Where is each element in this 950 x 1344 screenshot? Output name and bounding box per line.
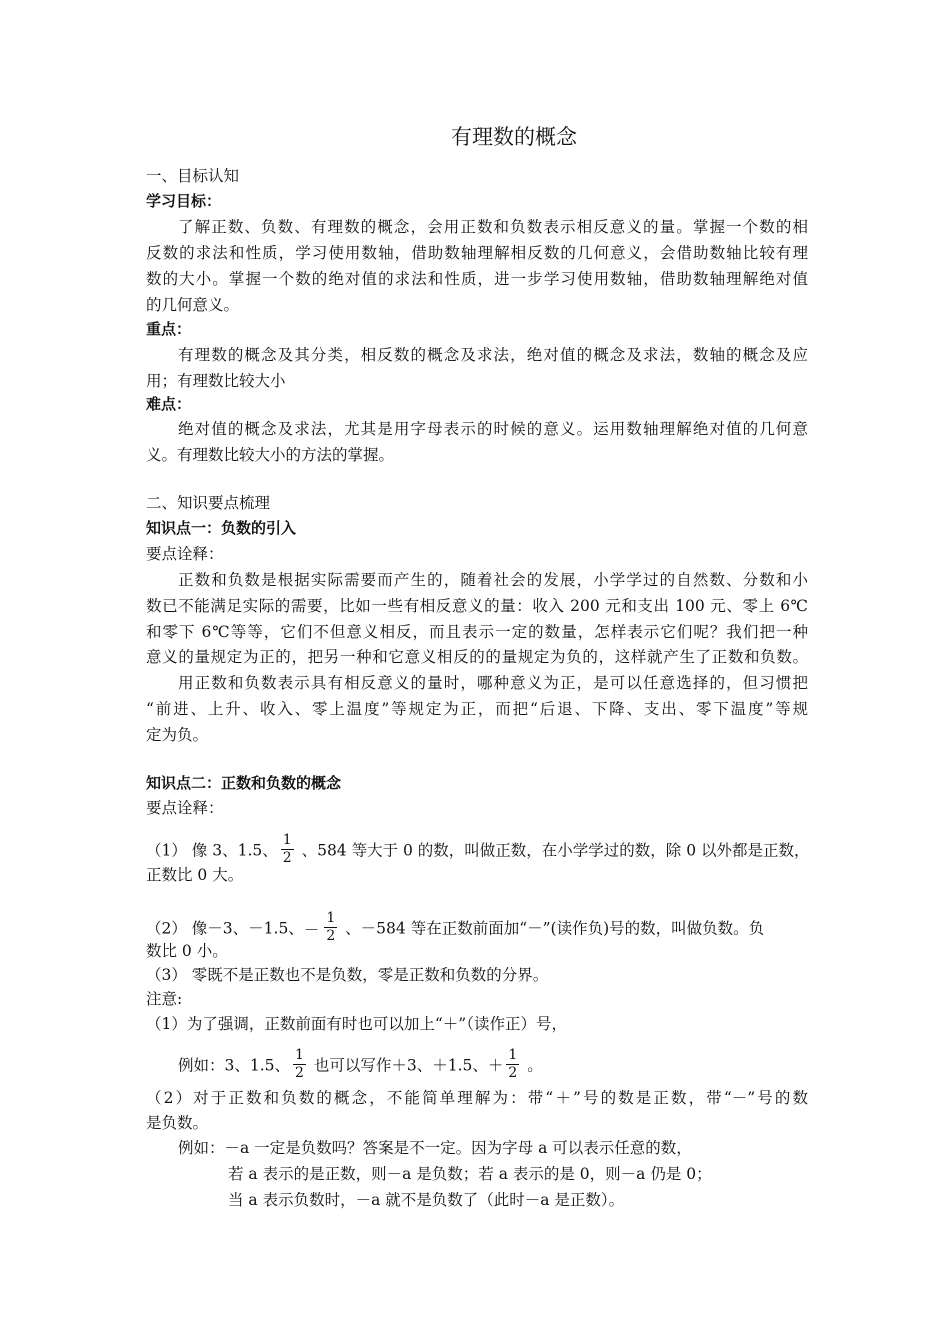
knowledge-point-1-title: 知识点一：负数的引入 — [146, 519, 297, 537]
fraction-one-half — [281, 832, 294, 867]
text-segment: 、－584 等在正数前面加“－”(读作负)号的数，叫做负数。负 — [340, 919, 765, 938]
paragraph-line: 数比 0 小。 — [146, 942, 228, 960]
goals-line: 了解正数、负数、有理数的概念，会用正数和负数表示相反意义的量。掌握一个数的相 — [178, 218, 808, 236]
note-label: 注意: — [146, 990, 183, 1008]
key-label: 重点： — [146, 320, 192, 338]
paragraph-line: 和零下 6℃等等，它们不但意义相反，而且表示一定的数量，怎样表示它们呢？我们把一种 — [146, 623, 808, 641]
goals-line: 反数的求法和性质，学习使用数轴，借助数轴理解相反数的几何意义，会借助数轴比较有理 — [146, 244, 808, 262]
note-2-line: 是负数。 — [146, 1114, 209, 1132]
note-2-line: （2）对于正数和负数的概念，不能简单理解为：带“＋”号的数是正数，带“－”号的数 — [146, 1089, 808, 1107]
difficulty-line: 义。有理数比较大小的方法的掌握。 — [146, 446, 395, 464]
text-segment: 。 — [522, 1056, 543, 1075]
paragraph-line: 用正数和负数表示具有相反意义的量时，哪种意义为正，是可以任意选择的，但习惯把 — [178, 674, 808, 692]
paragraph-line: 定为负。 — [146, 726, 209, 744]
paragraph-line: 数已不能满足实际的需要，比如一些有相反意义的量：收入 200 元和支出 100 元、零上 6℃ — [146, 597, 808, 615]
fraction-one-half — [506, 1047, 519, 1082]
fraction-denominator: 2 — [508, 1065, 518, 1081]
zero-definition: （3） 零既不是正数也不是负数，零是正数和负数的分界。 — [146, 966, 549, 984]
fraction-denominator: 2 — [295, 1065, 304, 1081]
page-title: 有理数的概念 — [451, 125, 577, 149]
fraction-numerator: 1 — [326, 910, 336, 926]
fraction-numerator: 1 — [282, 832, 292, 848]
text-segment: 也可以写作＋3、＋1.5、＋ — [308, 1056, 504, 1075]
difficulty-label: 难点： — [146, 395, 192, 413]
text-segment: （2） 像－3、－1.5、 — [146, 919, 304, 938]
paragraph-line: 正数和负数是根据实际需要而产生的，随着社会的发展，小学学过的自然数、分数和小 — [178, 571, 808, 589]
note-2-example: 例如：－a 一定是负数吗？答案是不一定。因为字母 a 可以表示任意的数， — [178, 1139, 692, 1157]
note-1-example — [178, 1049, 543, 1084]
note-2-example: 若 a 表示的是正数，则－a 是负数；若 a 表示的是 0，则－a 仍是 0； — [228, 1165, 712, 1183]
fraction-denominator: 2 — [326, 928, 336, 944]
goals-label: 学习目标： — [146, 192, 222, 210]
note-2-example: 当 a 表示负数时，－a 就不是负数了（此时－a 是正数）。 — [228, 1191, 625, 1209]
minus-sign: － — [303, 920, 320, 939]
negative-number-definition — [146, 912, 764, 947]
paragraph-line: “前进、上升、收入、零上温度”等规定为正，而把“后退、下降、支出、零下温度”等规 — [146, 700, 808, 718]
section-1-heading: 一、目标认知 — [146, 167, 240, 185]
section-2-heading: 二、知识要点梳理 — [146, 494, 271, 512]
note-1: （1）为了强调，正数前面有时也可以加上“＋”（读作正）号， — [146, 1015, 567, 1033]
fraction-numerator: 1 — [508, 1047, 518, 1063]
text-segment: 例如：3、1.5、 — [178, 1056, 291, 1075]
fraction-one-half — [324, 910, 337, 945]
paragraph-line: 意义的量规定为正的，把另一种和它意义相反的的量规定为负的，这样就产生了正数和负数。 — [146, 648, 808, 666]
fraction-one-half — [293, 1047, 306, 1082]
key-line: 有理数的概念及其分类，相反数的概念及求法，绝对值的概念及求法，数轴的概念及应 — [178, 346, 808, 364]
goals-line: 数的大小。掌握一个数的绝对值的求法和性质，进一步学习使用数轴，借助数轴理解绝对值 — [146, 270, 808, 288]
difficulty-line: 绝对值的概念及求法，尤其是用字母表示的时候的意义。运用数轴理解绝对值的几何意 — [178, 420, 808, 438]
knowledge-point-2-subtitle: 要点诠释： — [146, 799, 224, 817]
knowledge-point-2-title: 知识点二：正数和负数的概念 — [146, 774, 342, 792]
key-line: 用；有理数比较大小 — [146, 372, 286, 390]
paragraph-line: 正数比 0 大。 — [146, 866, 244, 884]
fraction-numerator: 1 — [295, 1047, 304, 1063]
positive-number-definition — [146, 834, 810, 869]
knowledge-point-1-subtitle: 要点诠释： — [146, 545, 224, 563]
goals-line: 的几何意义。 — [146, 296, 240, 314]
text-segment: 、584 等大于 0 的数，叫做正数，在小学学过的数，除 0 以外都是正数， — [296, 841, 810, 860]
text-segment: （1） 像 3、1.5、 — [146, 841, 278, 860]
fraction-denominator: 2 — [282, 850, 292, 866]
